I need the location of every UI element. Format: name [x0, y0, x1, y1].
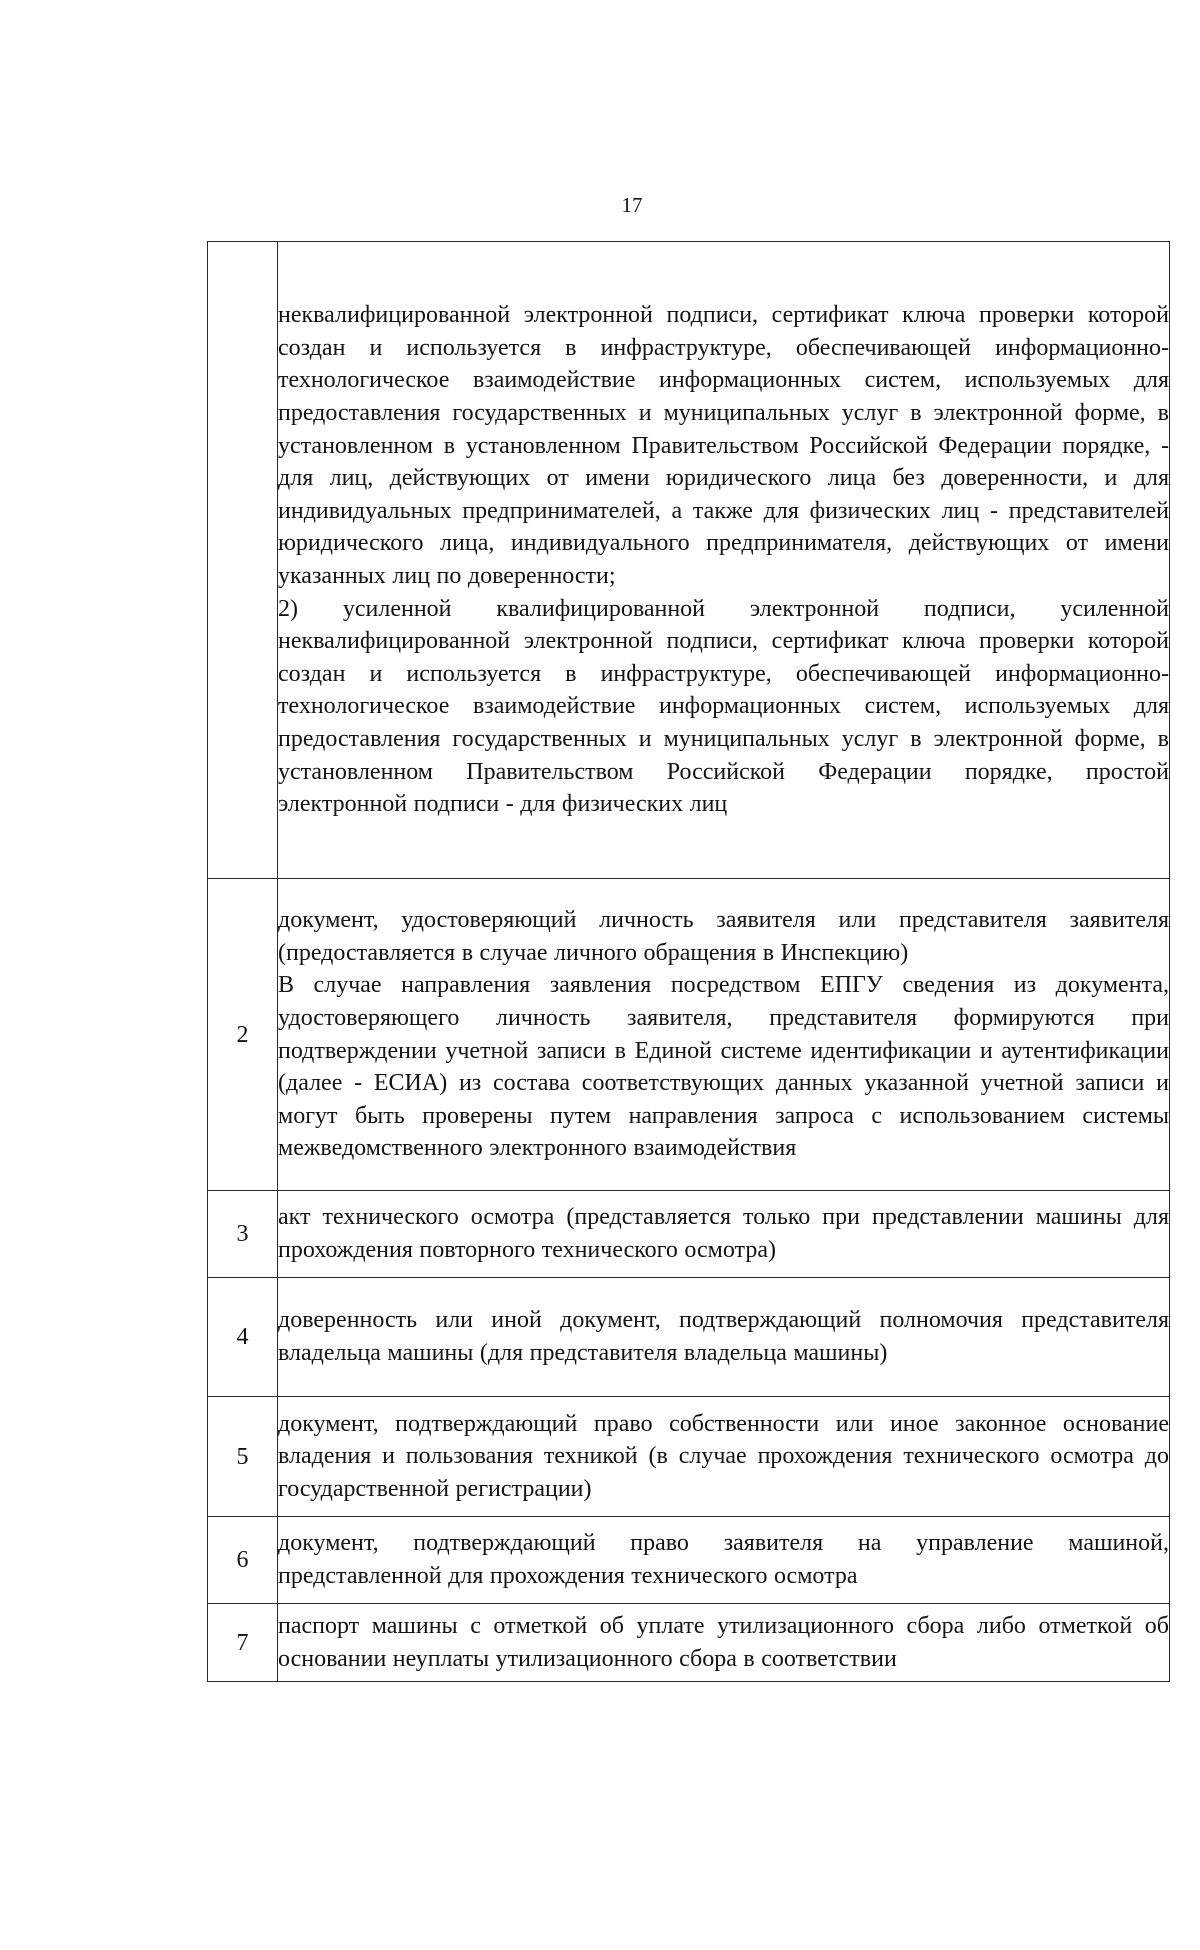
row-paragraph: документ, подтверждающий право заявителя на управление машиной, представленной для прохождения технического осмотра	[278, 1530, 1169, 1589]
row-paragraph: документ, удостоверяющий личность заявителя или представителя заявителя (предоставляется в случае личного обращения в Инспекцию)	[278, 907, 1169, 966]
row-text	[278, 879, 1170, 1191]
row-paragraph: 2) усиленной квалифицированной электронной подписи, усиленной неквалифицированной электронной подписи, сертификат ключа проверки которой создан и используется в инфраструктуре, обеспечивающей информационно-технологическое взаимодействие информационных систем, используемых для предоставления государственных и муниципальных услуг в электронной форме, в установленном Правительством Российской Федерации порядке, простой электронной подписи - для физических лиц	[278, 595, 1169, 818]
row-number: 6	[208, 1517, 278, 1604]
table-row	[208, 879, 1170, 1191]
table-row	[208, 242, 1170, 879]
row-number	[208, 242, 278, 879]
row-text	[278, 1278, 1170, 1397]
row-text	[278, 1517, 1170, 1604]
table-row	[208, 1517, 1170, 1604]
row-paragraph: неквалифицированной электронной подписи, сертификат ключа проверки которой создан и используется в инфраструктуре, обеспечивающей информационно-технологическое взаимодействие информационных систем, используемых для предоставления государственных и муниципальных услуг в электронной форме, в установленном в установленном Правительством Российской Федерации порядке, - для лиц, действующих от имени юридического лица без доверенности, и для индивидуальных предпринимателей, а также для физических лиц - представителей юридического лица, индивидуального предпринимателя, действующих от имени указанных лиц по доверенности;	[278, 302, 1169, 589]
row-number: 3	[208, 1191, 278, 1278]
row-text	[278, 1604, 1170, 1682]
row-text	[278, 242, 1170, 879]
table-row	[208, 1604, 1170, 1682]
row-paragraph: паспорт машины с отметкой об уплате утилизационного сбора либо отметкой об основании неуплаты утилизационного сбора в соответствии	[278, 1612, 1169, 1672]
row-text	[278, 1191, 1170, 1278]
row-text	[278, 1397, 1170, 1517]
row-number: 4	[208, 1278, 278, 1397]
table-row	[208, 1278, 1170, 1397]
row-paragraph: документ, подтверждающий право собственности или иное законное основание владения и пользования техникой (в случае прохождения технического осмотра до государственной регистрации)	[278, 1410, 1169, 1502]
row-number: 7	[208, 1604, 278, 1682]
table-row	[208, 1397, 1170, 1517]
row-paragraph: акт технического осмотра (представляется только при представлении машины для прохождения повторного технического осмотра)	[278, 1204, 1169, 1263]
row-paragraph: доверенность или иной документ, подтверждающий полномочия представителя владельца машины (для представителя владельца машины)	[278, 1307, 1169, 1366]
row-number: 5	[208, 1397, 278, 1517]
row-number: 2	[208, 879, 278, 1191]
documents-table	[207, 241, 1170, 1682]
page-number: 17	[621, 193, 643, 217]
row-paragraph: В случае направления заявления посредством ЕПГУ сведения из документа, удостоверяющего личность заявителя, представителя формируются при подтверждении учетной записи в Единой системе идентификации и аутентификации (далее - ЕСИА) из состава соответствующих данных указанной учетной записи и могут быть проверены путем направления запроса с использованием системы межведомственного электронного взаимодействия	[278, 972, 1169, 1162]
table-row	[208, 1191, 1170, 1278]
